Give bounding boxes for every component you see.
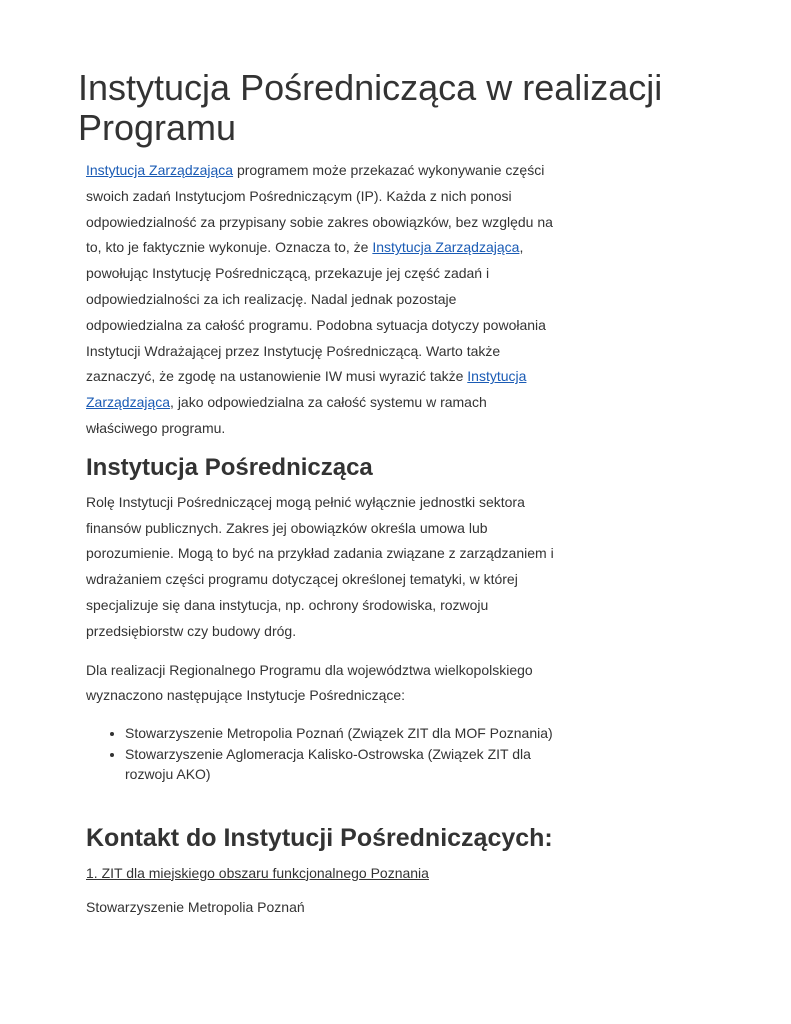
link-instytucja-zarzadzajaca-3[interactable]: Instytucja Zarządzająca bbox=[86, 368, 527, 411]
page-title: Instytucja Pośrednicząca w realizacji Programu bbox=[78, 67, 663, 148]
section-heading-ip: Instytucja Pośrednicząca bbox=[86, 453, 373, 481]
ip-list bbox=[86, 723, 554, 785]
ip-paragraph-list-intro: Dla realizacji Regionalnego Programu dla województwa wielkopolskiego wyznaczono następujące Instytucje Pośredniczące: bbox=[86, 661, 533, 704]
intro-paragraph bbox=[86, 158, 554, 442]
main-content bbox=[86, 158, 554, 917]
zit-poznan-link[interactable]: 1. ZIT dla miejskiego obszaru funkcjonalnego Poznania bbox=[86, 864, 429, 881]
link-instytucja-zarzadzajaca-2[interactable]: Instytucja Zarządzająca bbox=[372, 239, 520, 256]
list-item: • Stowarzyszenie Metropolia Poznań (Związek ZIT dla MOF Poznania) bbox=[125, 723, 554, 744]
org-name: Stowarzyszenie Metropolia Poznań bbox=[86, 898, 305, 915]
list-item: • Stowarzyszenie Aglomeracja Kalisko-Ostrowska (Związek ZIT dla rozwoju AKO) bbox=[125, 744, 554, 785]
ip-paragraph-role: Rolę Instytucji Pośredniczącej mogą pełnić wyłącznie jednostki sektora finansów publicznych. Zakres jej obowiązków określa umowa lub porozumienie. Mogą to być na przykład zadania związane z zarządzaniem i wdrażaniem części programu dotyczącej określonej tematyki, w której specjalizuje się dana instytucja, np. ochrony środowiska, rozwoju przedsiębiorstw czy budowy dróg. bbox=[86, 493, 554, 639]
intro-text-2: , powołując Instytucję Pośredniczącą, przekazuje jej część zadań i odpowiedzialności za ich realizację. Nadal jednak pozostaje odpowiedzialna za całość programu. Podobna sytuacja dotyczy powołania Instytucji Wdrażającej przez Instytucję Pośredniczącą. Warto także zaznaczyć, że zgodę na ustanowienie IW musi wyrazić także bbox=[86, 239, 546, 385]
intro-text-3: , jako odpowiedzialna za całość systemu w ramach właściwego programu. bbox=[86, 394, 487, 436]
intro-text-1: programem może przekazać wykonywanie części swoich zadań Instytucjom Pośredniczącym (IP). Każda z nich ponosi odpowiedzialność za przypisany sobie zakres obowiązków, bez względu na to, kto je faktycznie wykonuje. Oznacza to, że bbox=[86, 162, 553, 256]
link-instytucja-zarzadzajaca-1[interactable]: Instytucja Zarządzająca bbox=[86, 162, 234, 178]
section-heading-contact: Kontakt do Instytucji Pośredniczących: bbox=[86, 823, 553, 852]
